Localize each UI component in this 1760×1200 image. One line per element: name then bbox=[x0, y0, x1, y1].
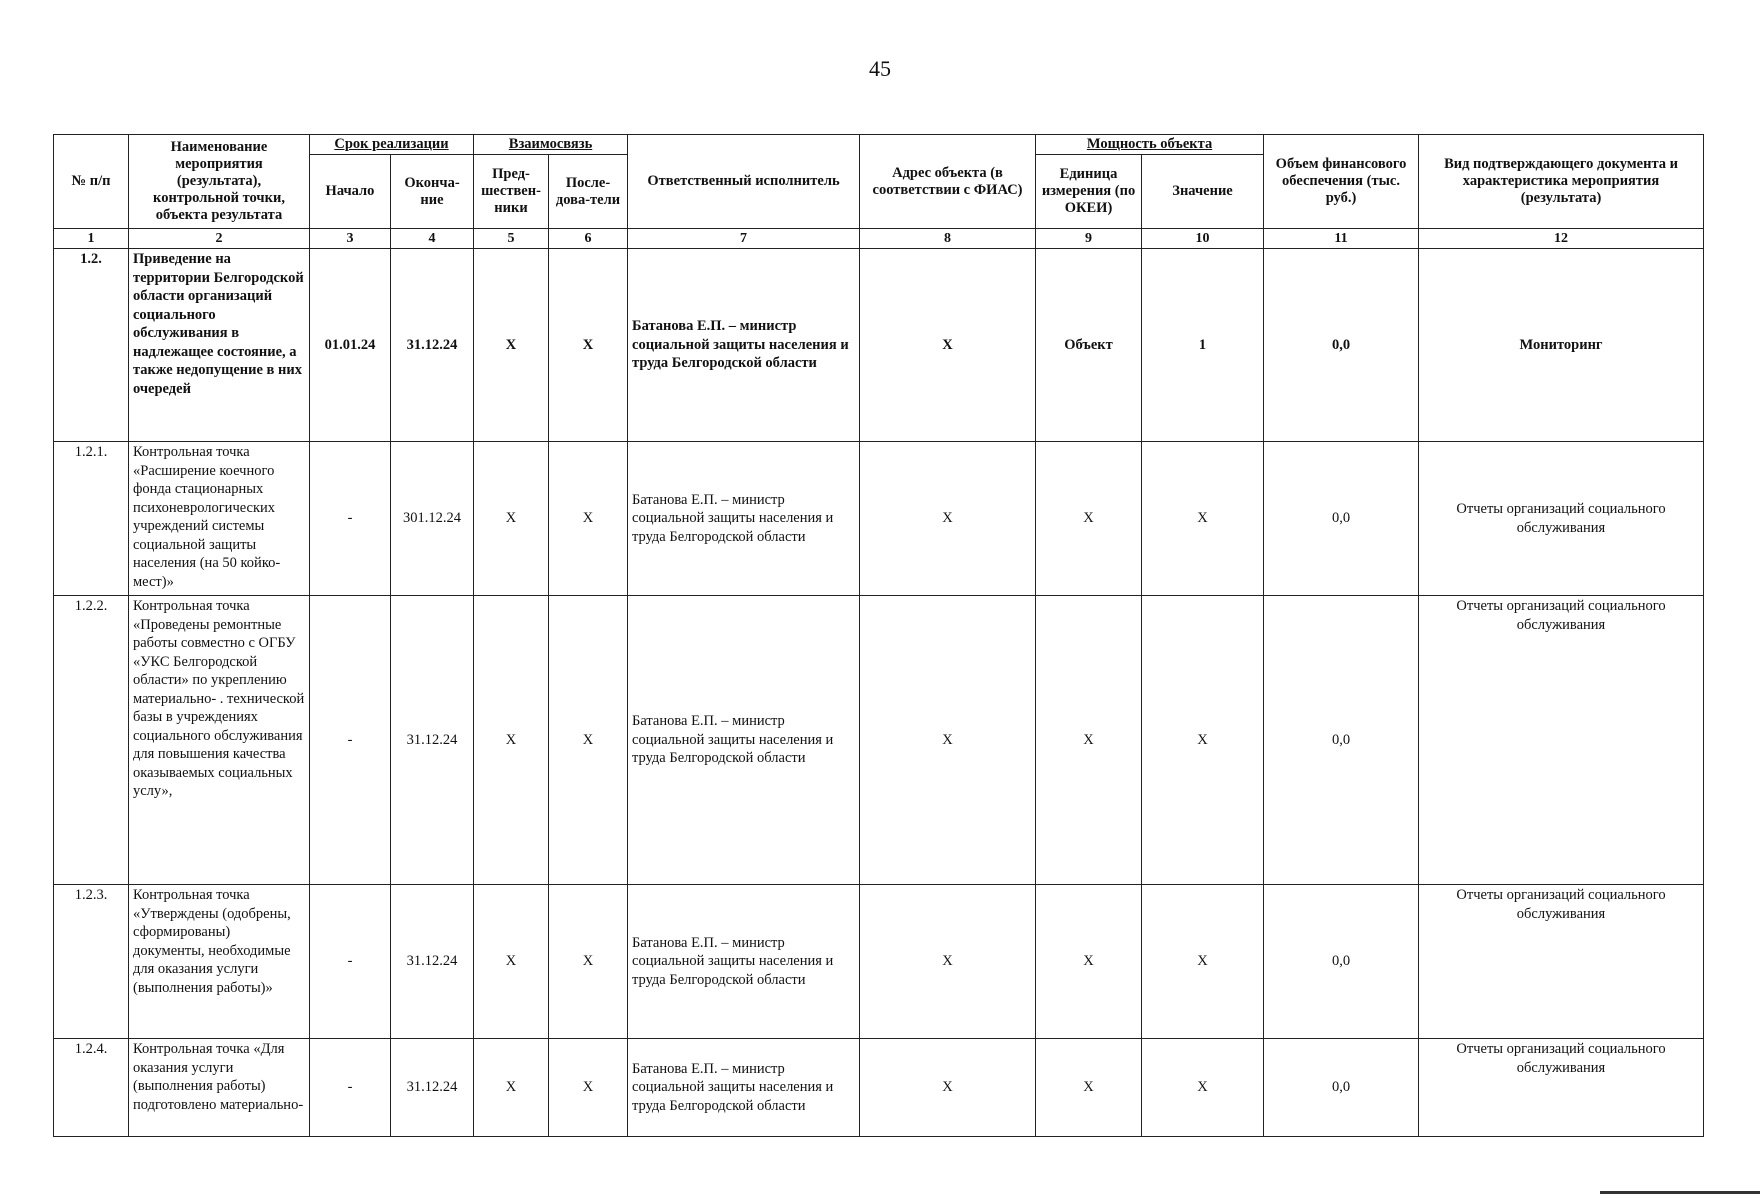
row-value: 1 bbox=[1142, 249, 1264, 442]
row-start: - bbox=[310, 885, 391, 1039]
col-number: 1 bbox=[54, 229, 129, 249]
row-doc: Отчеты организаций социального обслуживания bbox=[1419, 1039, 1704, 1137]
header-address: Адрес объекта (в соответствии с ФИАС) bbox=[860, 135, 1036, 229]
row-executor: Батанова Е.П. – министр социальной защиты населения и труда Белгородской области bbox=[628, 249, 860, 442]
row-finance: 0,0 bbox=[1264, 442, 1419, 596]
header-post: После-дова-тели bbox=[549, 155, 628, 229]
col-number: 9 bbox=[1036, 229, 1142, 249]
row-address: Х bbox=[860, 1039, 1036, 1137]
row-value: Х bbox=[1142, 596, 1264, 885]
row-finance: 0,0 bbox=[1264, 596, 1419, 885]
row-unit: Х bbox=[1036, 885, 1142, 1039]
header-executor: Ответственный исполнитель bbox=[628, 135, 860, 229]
header-doc-type: Вид подтверждающего документа и характеристика мероприятия (результата) bbox=[1419, 135, 1704, 229]
scan-edge-line bbox=[1600, 1191, 1760, 1194]
row-id: 1.2. bbox=[54, 249, 129, 442]
row-executor: Батанова Е.П. – министр социальной защиты населения и труда Белгородской области bbox=[628, 1039, 860, 1137]
row-unit: Х bbox=[1036, 442, 1142, 596]
row-doc: Отчеты организаций социального обслуживания bbox=[1419, 442, 1704, 596]
row-address: Х bbox=[860, 442, 1036, 596]
row-id: 1.2.3. bbox=[54, 885, 129, 1039]
column-numbers-row bbox=[54, 229, 1704, 249]
row-finance: 0,0 bbox=[1264, 1039, 1419, 1137]
row-end: 31.12.24 bbox=[391, 249, 474, 442]
row-executor: Батанова Е.П. – министр социальной защиты населения и труда Белгородской области bbox=[628, 885, 860, 1039]
row-doc: Отчеты организаций социального обслуживания bbox=[1419, 885, 1704, 1039]
header-start: Начало bbox=[310, 155, 391, 229]
col-number: 8 bbox=[860, 229, 1036, 249]
row-id: 1.2.2. bbox=[54, 596, 129, 885]
row-pred: Х bbox=[474, 442, 549, 596]
row-pred: Х bbox=[474, 596, 549, 885]
table-row bbox=[54, 249, 1704, 442]
col-number: 3 bbox=[310, 229, 391, 249]
header-finance: Объем финансового обеспечения (тыс. руб.) bbox=[1264, 135, 1419, 229]
row-pred: Х bbox=[474, 249, 549, 442]
row-address: Х bbox=[860, 885, 1036, 1039]
row-doc: Мониторинг bbox=[1419, 249, 1704, 442]
row-pred: Х bbox=[474, 885, 549, 1039]
row-unit: Х bbox=[1036, 1039, 1142, 1137]
row-doc: Отчеты организаций социального обслуживания bbox=[1419, 596, 1704, 885]
header-term-group: Срок реализации bbox=[310, 135, 474, 155]
row-post: Х bbox=[549, 1039, 628, 1137]
header-unit: Единица измерения (по ОКЕИ) bbox=[1036, 155, 1142, 229]
row-executor: Батанова Е.П. – министр социальной защиты населения и труда Белгородской области bbox=[628, 596, 860, 885]
header-end: Оконча-ние bbox=[391, 155, 474, 229]
row-unit: Объект bbox=[1036, 249, 1142, 442]
row-value: Х bbox=[1142, 442, 1264, 596]
header-capacity-group: Мощность объекта bbox=[1036, 135, 1264, 155]
col-number: 10 bbox=[1142, 229, 1264, 249]
row-name: Контрольная точка «Расширение коечного фонда стационарных психоневрологических учреждений системы социальной защиты населения (на 50 койко-мест)» bbox=[129, 442, 310, 596]
table-row bbox=[54, 1039, 1704, 1137]
row-end: 31.12.24 bbox=[391, 1039, 474, 1137]
row-post: Х bbox=[549, 885, 628, 1039]
table-row bbox=[54, 885, 1704, 1039]
col-number: 4 bbox=[391, 229, 474, 249]
row-value: Х bbox=[1142, 1039, 1264, 1137]
row-start: - bbox=[310, 442, 391, 596]
row-end: 31.12.24 bbox=[391, 596, 474, 885]
col-number: 6 bbox=[549, 229, 628, 249]
row-executor: Батанова Е.П. – министр социальной защиты населения и труда Белгородской области bbox=[628, 442, 860, 596]
col-number: 12 bbox=[1419, 229, 1704, 249]
header-name: Наименование мероприятия (результата), контрольной точки, объекта результата bbox=[129, 135, 310, 229]
row-post: Х bbox=[549, 596, 628, 885]
row-end: 31.12.24 bbox=[391, 885, 474, 1039]
row-post: Х bbox=[549, 442, 628, 596]
row-start: - bbox=[310, 1039, 391, 1137]
col-number: 11 bbox=[1264, 229, 1419, 249]
row-start: 01.01.24 bbox=[310, 249, 391, 442]
row-address: Х bbox=[860, 249, 1036, 442]
col-number: 7 bbox=[628, 229, 860, 249]
row-name: Контрольная точка «Для оказания услуги (выполнения работы) подготовлено материально- bbox=[129, 1039, 310, 1137]
row-id: 1.2.1. bbox=[54, 442, 129, 596]
row-address: Х bbox=[860, 596, 1036, 885]
row-unit: Х bbox=[1036, 596, 1142, 885]
header-num: № п/п bbox=[54, 135, 129, 229]
header-value: Значение bbox=[1142, 155, 1264, 229]
row-name: Контрольная точка «Утверждены (одобрены, сформированы) документы, необходимые для оказания услуги (выполнения работы)» bbox=[129, 885, 310, 1039]
row-value: Х bbox=[1142, 885, 1264, 1039]
table-row bbox=[54, 596, 1704, 885]
row-finance: 0,0 bbox=[1264, 885, 1419, 1039]
page-number: 45 bbox=[869, 56, 891, 81]
row-name: Контрольная точка «Проведены ремонтные работы совместно с ОГБУ «УКС Белгородской области» по укреплению материально- . технической базы в учреждениях социального обслуживания для повышения качества оказываемых социальных услу», bbox=[129, 596, 310, 885]
row-pred: Х bbox=[474, 1039, 549, 1137]
row-finance: 0,0 bbox=[1264, 249, 1419, 442]
activity-plan-table bbox=[53, 134, 1704, 1137]
col-number: 5 bbox=[474, 229, 549, 249]
header-pred: Пред-шествен-ники bbox=[474, 155, 549, 229]
table-row bbox=[54, 442, 1704, 596]
row-post: Х bbox=[549, 249, 628, 442]
row-name: Приведение на территории Белгородской области организаций социального обслуживания в надлежащее состояние, а также недопущение в них очередей bbox=[129, 249, 310, 442]
row-id: 1.2.4. bbox=[54, 1039, 129, 1137]
col-number: 2 bbox=[129, 229, 310, 249]
row-end: 301.12.24 bbox=[391, 442, 474, 596]
header-link-group: Взаимосвязь bbox=[474, 135, 628, 155]
row-start: - bbox=[310, 596, 391, 885]
